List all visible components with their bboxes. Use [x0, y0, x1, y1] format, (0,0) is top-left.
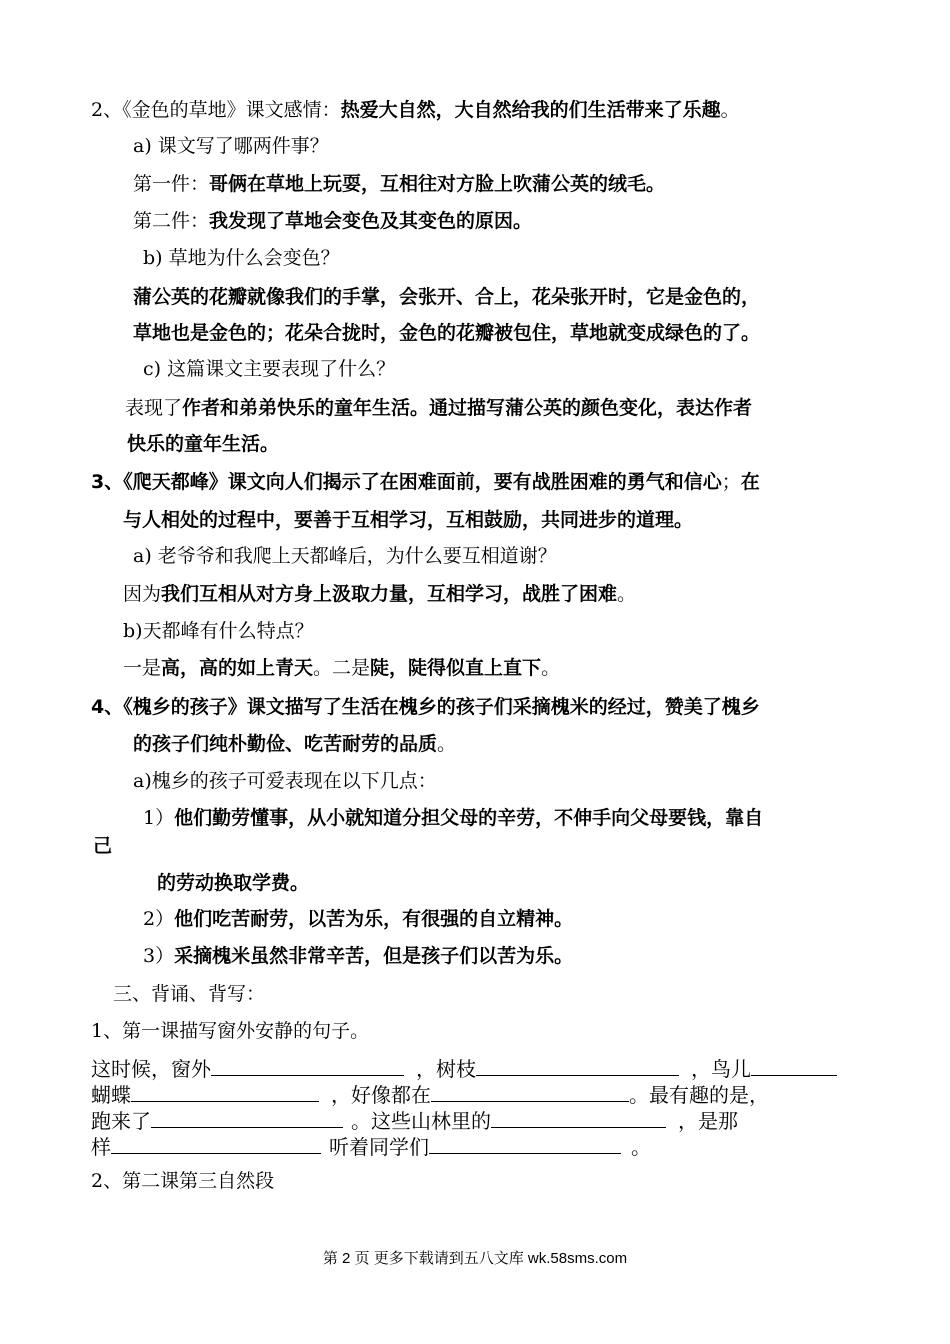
fill-line-1: [91, 1056, 837, 1082]
s3-answer-b-p1: 一是: [123, 657, 162, 679]
s3-answer-a-end: 。: [617, 583, 637, 605]
s4-point-1-text: 他们勤劳懂事，从小就知道分担父母的辛劳，不伸手向父母要钱，靠自: [174, 807, 764, 829]
s2-title-end: 。: [720, 99, 740, 121]
fill-blank-3[interactable]: [751, 1057, 837, 1076]
fill-blank-8[interactable]: [491, 1109, 666, 1128]
s3-question-b: b)天都峰有什么特点？: [123, 620, 314, 642]
fill-text-2: ，树枝: [416, 1057, 476, 1081]
fill-text-7: 跑来了: [91, 1109, 151, 1133]
s2-question-b: b) 草地为什么会变色？: [143, 247, 340, 269]
fill-text-6: 。最有趣的是，: [629, 1083, 769, 1107]
s3-answer-a-prefix: 因为: [123, 583, 162, 605]
fill-blank-2[interactable]: [476, 1057, 679, 1076]
s3-question-a: a) 老爷爷和我爬上天都峰后，为什么要互相道谢？: [133, 545, 557, 567]
s2-answer-b-line1: 蒲公英的花瓣就像我们的手掌，会张开、合上，花朵张开时，它是金色的，: [133, 286, 761, 308]
s3-answer-a-bold: 我们互相从对方身上汲取力量，互相学习，战胜了困难: [161, 583, 618, 605]
s2-title-bold: 热爱大自然，大自然给我的们生活带来了乐趣: [340, 99, 721, 121]
fill-blank-4[interactable]: [131, 1083, 319, 1102]
fill-blank-5[interactable]: [431, 1083, 629, 1102]
fill-line-3: [91, 1108, 738, 1134]
s3-title-bold1b: 在: [740, 471, 760, 493]
s4-title-end: 。: [437, 733, 457, 755]
fill-text-5: ，好像都在: [331, 1083, 431, 1107]
s2-answer-c-prefix: 表现了: [125, 397, 183, 419]
fill-text-10: 样: [91, 1135, 111, 1159]
s3-answer-b-end: 。: [541, 657, 561, 679]
fill-blank-1[interactable]: [211, 1057, 404, 1076]
s3-answer-a: [123, 581, 636, 607]
page-footer: 第 2 页 更多下载请到五八文库 wk.58sms.com: [322, 1250, 628, 1267]
s3-answer-b-p2: 。二是: [313, 657, 371, 679]
s4-point-3: [143, 943, 573, 969]
fill-line-4: [91, 1134, 651, 1160]
s4-point-1: [143, 805, 763, 831]
s2-question-c: c) 这篇课文主要表现了什么？: [143, 358, 396, 380]
part3-heading: 三、背诵、背写：: [113, 983, 266, 1005]
s2-event-1: [133, 171, 665, 197]
s2-answer-b-line2: 草地也是金色的；花朵合拢时，金色的花瓣被包住，草地就变成绿色的了。: [133, 322, 761, 344]
s3-title-bold1: 向人们揭示了在困难面前，要有战胜困难的勇气和信心: [265, 471, 722, 493]
part3-q2: 2、第二课第三自然段: [91, 1170, 275, 1192]
s4-title-bold1: 描写了生活在槐乡的孩子们采摘槐米的经过，赞美了槐乡: [284, 696, 760, 718]
fill-text-1: 这时候，窗外: [91, 1057, 211, 1081]
s4-point-3-num: 3）: [143, 945, 175, 967]
s2-event-2-text: 我发现了草地会变色及其变色的原因。: [209, 210, 533, 232]
s2-title-prefix: 2、《金色的草地》课文感情：: [91, 99, 341, 121]
s3-answer-b: [123, 655, 560, 681]
s3-answer-b-b2: 陡，陡得似直上直下: [370, 657, 542, 679]
s3-title-prefix: 3、《爬天都峰》课文: [91, 471, 266, 493]
fill-text-3: ，鸟儿: [691, 1057, 751, 1081]
s4-point-1-wrap: 己: [93, 835, 113, 857]
s4-question-a: a)槐乡的孩子可爱表现在以下几点：: [133, 770, 437, 792]
s2-event-2: [133, 208, 532, 234]
part3-q1: 1、第一课描写窗外安静的句子。: [91, 1020, 370, 1042]
s2-event-1-label: 第一件：: [133, 173, 210, 195]
s4-point-1-cont: 的劳动换取学费。: [157, 872, 310, 894]
s2-answer-c-line1: [125, 395, 752, 421]
s2-answer-c-line2: 快乐的童年生活。: [127, 433, 280, 455]
s4-title-bold2: 的孩子们纯朴勤俭、吃苦耐劳的品质: [133, 733, 438, 755]
fill-text-11: 听着同学们: [329, 1135, 429, 1159]
s4-title-line2: [133, 731, 456, 757]
s3-title-line1: [91, 469, 760, 495]
fill-blank-11[interactable]: [429, 1135, 621, 1154]
s4-point-2: [143, 906, 573, 932]
s3-answer-b-b1: 高，高的如上青天: [161, 657, 314, 679]
s3-title-mid: ；: [721, 471, 741, 493]
s2-title: [91, 97, 740, 123]
s3-title-line2: 与人相处的过程中，要善于互相学习，互相鼓励，共同进步的道理。: [123, 509, 694, 531]
s2-question-a: a) 课文写了哪两件事？: [133, 135, 329, 157]
fill-blank-7[interactable]: [151, 1109, 343, 1128]
fill-text-12: 。: [631, 1135, 651, 1159]
s2-event-1-text: 哥俩在草地上玩耍，互相往对方脸上吹蒲公英的绒毛。: [209, 173, 666, 195]
s2-answer-c-bold1: 作者和弟弟快乐的童年生活。通过描写蒲公英的颜色变化，表达作者: [182, 397, 753, 419]
s4-point-2-num: 2）: [143, 908, 175, 930]
s4-point-1-num: 1）: [143, 807, 175, 829]
s4-title-line1: [91, 694, 760, 720]
fill-text-4: 蝴蝶: [91, 1083, 131, 1107]
s2-event-2-label: 第二件：: [133, 210, 210, 232]
s4-point-2-text: 他们吃苦耐劳，以苦为乐，有很强的自立精神。: [174, 908, 574, 930]
s4-title-prefix: 4、《槐乡的孩子》课文: [91, 696, 285, 718]
fill-line-2: [91, 1082, 769, 1108]
fill-text-9: ，是那: [678, 1109, 738, 1133]
fill-text-8: 。这些山林里的: [351, 1109, 491, 1133]
s4-point-3-text: 采摘槐米虽然非常辛苦，但是孩子们以苦为乐。: [174, 945, 574, 967]
fill-blank-10[interactable]: [111, 1135, 321, 1154]
